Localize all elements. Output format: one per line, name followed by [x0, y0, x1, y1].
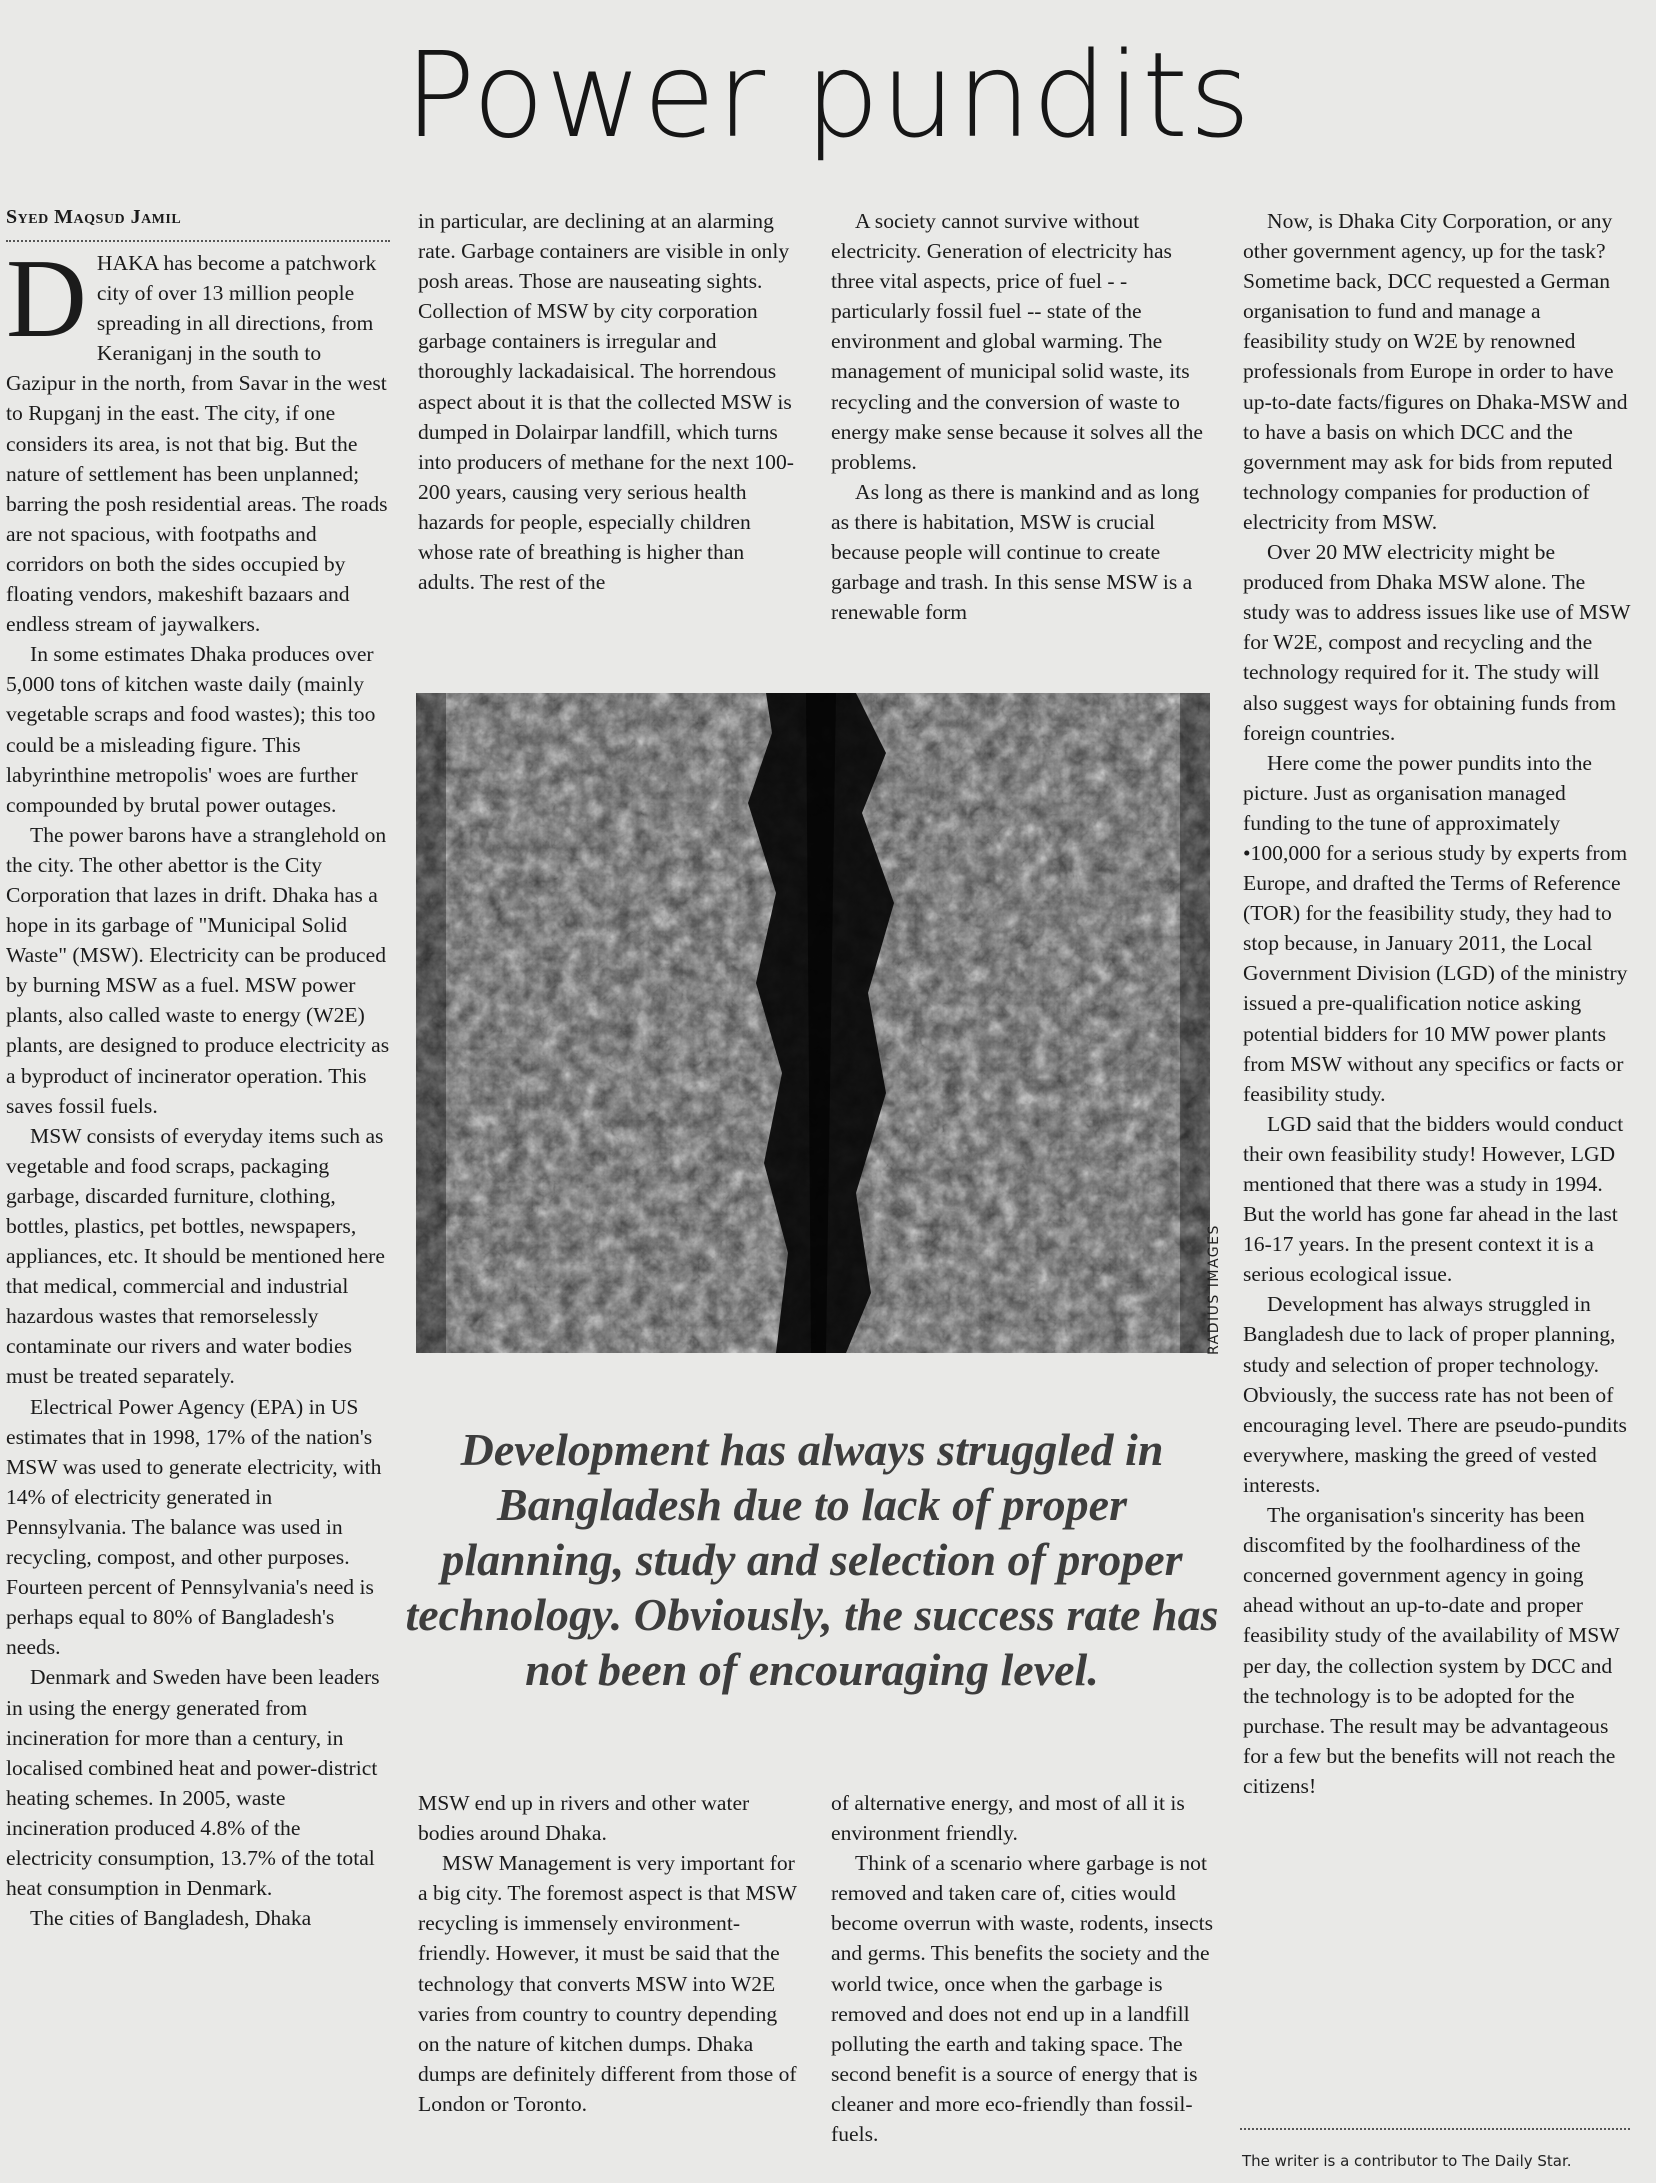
garbage-photo [416, 693, 1210, 1353]
paragraph: in particular, are declining at an alarming rate. Garbage containers are visible in only posh areas. Those are nauseating sights. Collection of MSW by city corporation garbage containers is irregular and thoroughly lackadaisical. The horrendous aspect about it is that the collected MSW is dumped in Dolairpar landfill, which turns into producers of methane for the next 100-200 years, causing very serious health hazards for people, especially children whose rate of breathing is higher than adults. The rest of the [418, 209, 794, 595]
pull-quote: Development has always struggled in Bangladesh due to lack of proper planning, study and selection of proper technology. Obviously, the success rate has not been of encouraging level. [405, 1424, 1219, 1695]
column-1 [6, 237, 392, 1933]
paragraph: MSW end up in rivers and other water bodies around Dhaka. [418, 1791, 750, 1846]
paragraph: A society cannot survive without electricity. Generation of electricity has three vital aspects, price of fuel - - particularly fossil fuel -- state of the environment and global warming. The management of municipal solid waste, its recycling and the conversion of waste to energy make sense because it solves all the problems. [831, 209, 1203, 474]
paragraph: Think of a scenario where garbage is not removed and taken care of, cities would become overrun with waste, rodents, insects and germs. This benefits the society and the world twice, once when the garbage is removed and does not end up in a landfill polluting the earth and taking space. The second benefit is a source of energy that is cleaner and more eco-friendly than fossil-fuels. [831, 1851, 1213, 2147]
paragraph: As long as there is mankind and as long as there is habitation, MSW is crucial because people will continue to create garbage and trash. In this sense MSW is a renewable form [831, 479, 1200, 625]
paragraph: In some estimates Dhaka produces over 5,000 tons of kitchen waste daily (mainly vegetable scraps and food wastes); this too could be a misleading figure. This labyrinthine metropolis' woes are further compounded by brutal power outages. [6, 642, 376, 817]
photo-credit: RADIUS IMAGES [1206, 1224, 1222, 1355]
paragraph: The organisation's sincerity has been discomfited by the foolhardiness of the concerned government agency in going ahead without an up-to-date and proper feasibility study of the availability of MSW per day, the collection system by DCC and the technology is to be adopted for the purchase. The result may be advantageous for a few but the benefits will not reach the citizens! [1243, 1503, 1620, 1798]
column-4 [1243, 206, 1631, 1801]
paragraph: Now, is Dhaka City Corporation, or any other government agency, up for the task? Sometime back, DCC requested a German organisation to fund and manage a feasibility study on W2E by renowned professionals from Europe in order to have up-to-date facts/figures on Dhaka-MSW and to have a basis on which DCC and the government may ask for bids from reputed technology companies for production of electricity from MSW. [1243, 209, 1628, 534]
author-footnote: The writer is a contributor to The Daily Star. [1242, 2152, 1572, 2170]
paragraph: The power barons have a stranglehold on the city. The other abettor is the City Corporation that lazes in drift. Dhaka has a hope in its garbage of "Municipal Solid Waste" (MSW). Electricity can be produced by burning MSW as a fuel. MSW power plants, also called waste to energy (W2E) plants, are designed to produce electricity as a byproduct of incinerator operation. This saves fossil fuels. [6, 822, 390, 1118]
byline: Syed Maqsud Jamil [6, 206, 182, 228]
column-3-bottom [831, 1788, 1216, 2149]
paragraph: Electrical Power Agency (EPA) in US estimates that in 1998, 17% of the nation's MSW was used to generate electricity, with 14% of electricity generated in Pennsylvania. The balance was used in recycling, compost, and other purposes. Fourteen percent of Pennsylvania's need is perhaps equal to 80% of Bangladesh's needs. [6, 1394, 382, 1660]
article-title: Power pundits [404, 26, 1252, 164]
drop-cap: D [6, 237, 87, 361]
column-2-bottom [418, 1788, 804, 2119]
paragraph: MSW consists of everyday items such as vegetable and food scraps, packaging garbage, discarded furniture, clothing, bottles, plastics, pet bottles, newspapers, appliances, etc. It should be mentioned here that medical, commercial and industrial hazardous wastes that remorselessly contaminate our rivers and water bodies must be treated separately. [6, 1123, 385, 1389]
paragraph: DHAKA has become a patchwork city of over 13 million people spreading in all directions, from Keraniganj in the south to Gazipur in the north, from Savar in the west to Rupganj in the east. The city, if one considers its area, is not that big. But the nature of settlement has been unplanned; barring the posh residential areas. The roads are not spacious, with footpaths and corridors on both the sides occupied by floating vendors, makeshift bazaars and endless stream of jaywalkers. [6, 237, 388, 637]
paragraph: The cities of Bangladesh, Dhaka [30, 1906, 312, 1931]
footnote-divider [1240, 2128, 1630, 2130]
column-3-top [831, 206, 1216, 627]
paragraph: Over 20 MW electricity might be produced from Dhaka MSW alone. The study was to address issues like use of MSW for W2E, compost and recycling and the technology required for it. The study will also suggest ways for obtaining funds from foreign countries. [1243, 540, 1631, 745]
paragraph: LGD said that the bidders would conduct their own feasibility study! However, LGD mentioned that there was a study in 1994. But the world has gone far ahead in the last 16-17 years. In the present context it is a serious ecological issue. [1243, 1111, 1624, 1287]
paragraph: MSW Management is very important for a big city. The foremost aspect is that MSW recycling is immensely environment-friendly. However, it must be said that the technology that converts MSW into W2E varies from country to country depending on the nature of kitchen dumps. Dhaka dumps are definitely different from those of London or Toronto. [418, 1851, 797, 2116]
paragraph: Denmark and Sweden have been leaders in using the energy generated from incineration for more than a century, in localised combined heat and power-district heating schemes. In 2005, waste incineration produced 4.8% of the electricity consumption, 13.7% of the total heat consumption in Denmark. [6, 1665, 380, 1901]
paragraph: of alternative energy, and most of all it is environment friendly. [831, 1791, 1185, 1846]
paragraph: Development has always struggled in Bangladesh due to lack of proper planning, study and selection of proper technology. Obviously, the success rate has not been of encouraging level. There are pseudo-pundits everywhere, masking the greed of vested interests. [1243, 1292, 1627, 1497]
paragraph: Here come the power pundits into the picture. Just as organisation managed funding to the tune of approximately •100,000 for a serious study by experts from Europe, and drafted the Terms of Reference (TOR) for the feasibility study, they had to stop because, in January 2011, the Local Government Division (LGD) of the ministry issued a pre-qualification notice asking potential bidders for 10 MW power plants from MSW without any specifics or facts or feasibility study. [1243, 750, 1628, 1106]
column-2-top [418, 206, 804, 597]
